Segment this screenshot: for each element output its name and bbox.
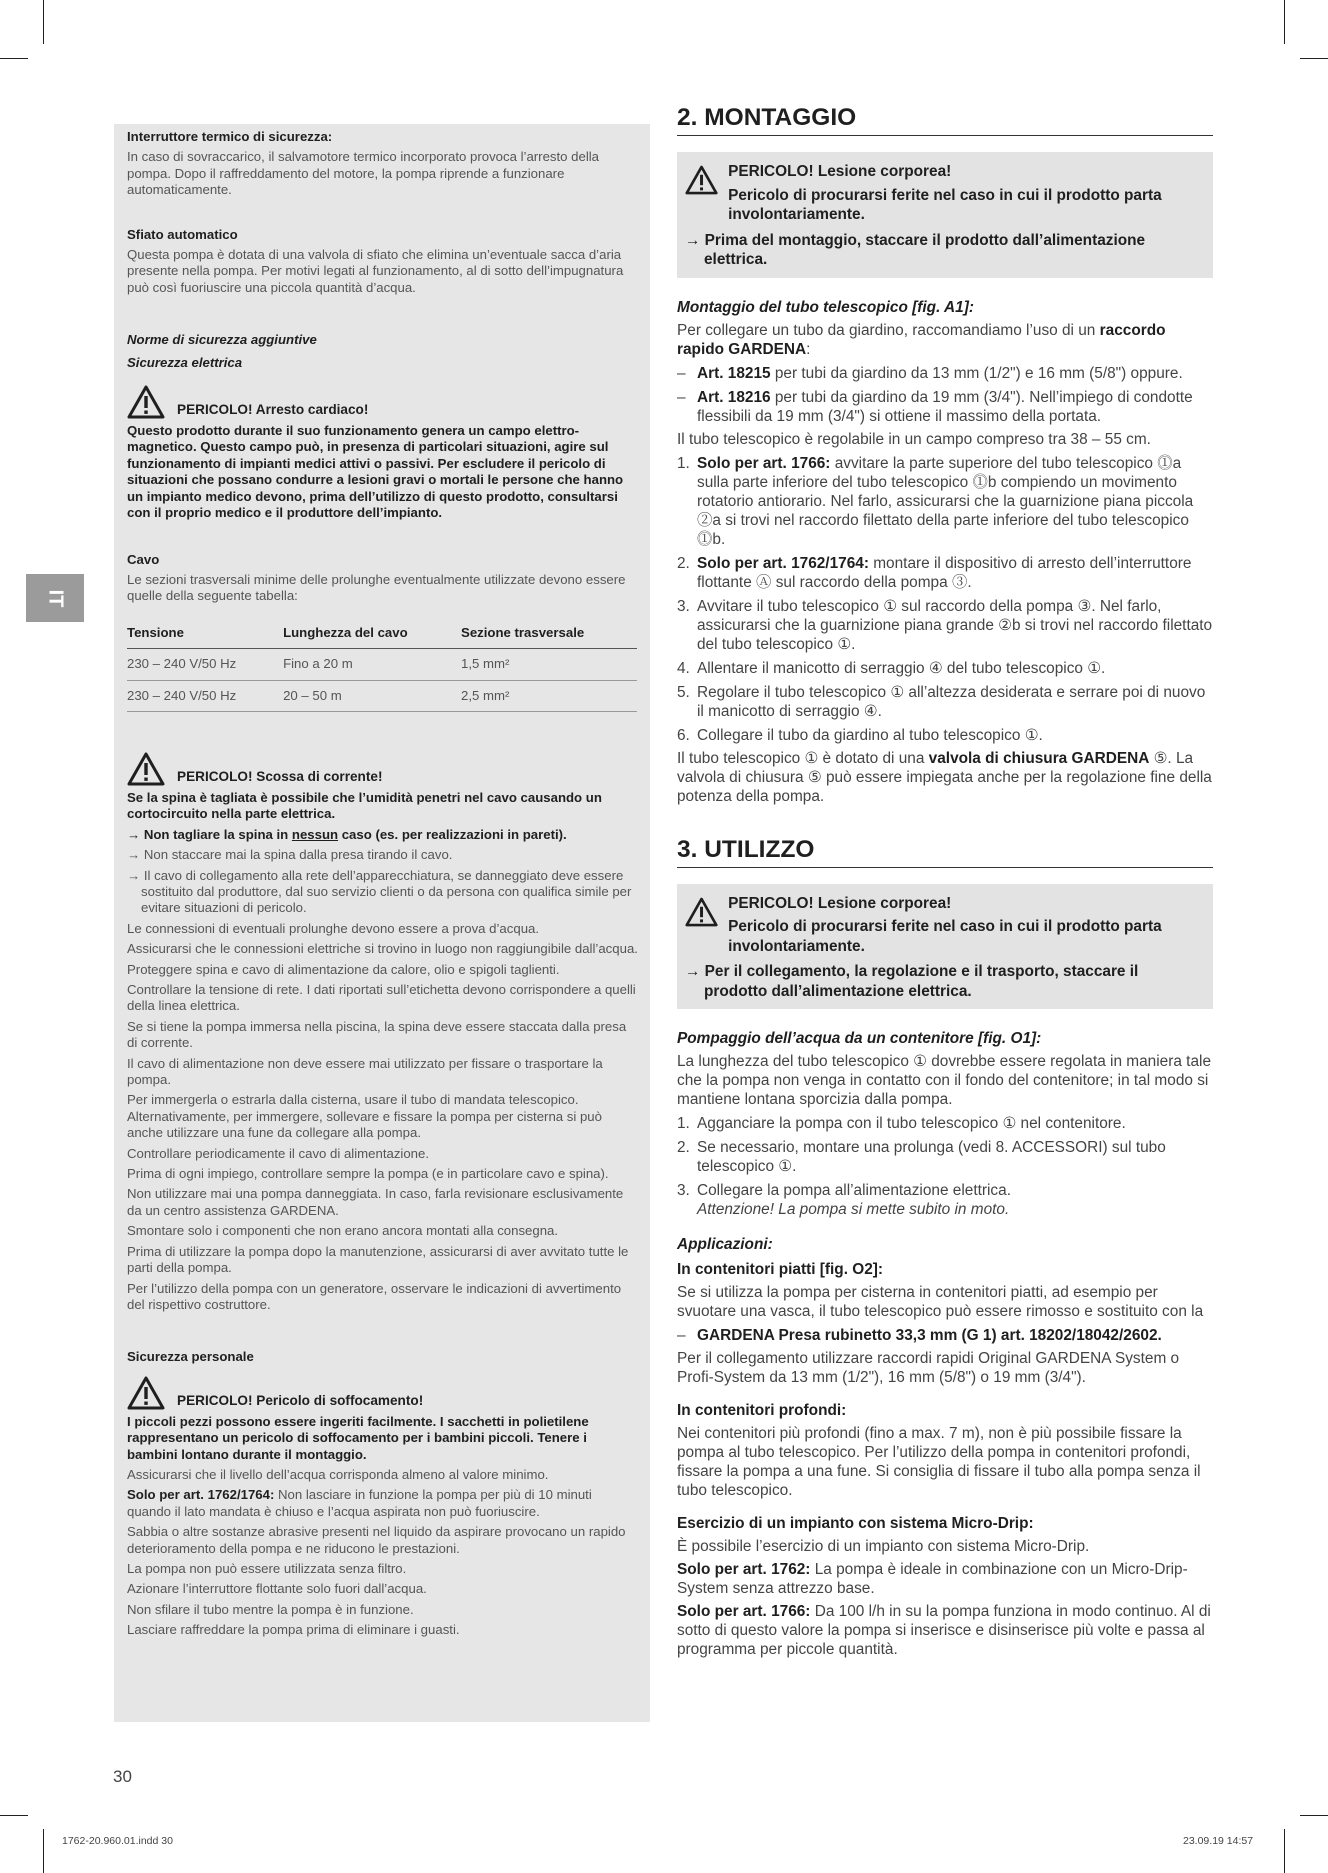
warning-text: Pericolo di procurarsi ferite nel caso in cui il prodotto parta involontariamente. — [728, 186, 1162, 223]
table-header: Lunghezza del cavo — [283, 619, 461, 649]
table-cell: Fino a 20 m — [283, 649, 461, 680]
crop-mark — [43, 1829, 44, 1873]
table-header: Sezione trasversale — [461, 619, 637, 649]
safety-para: Se si tiene la pompa immersa nella piscina, la spina deve essere staccata dalla presa di corrente. — [127, 1018, 627, 1051]
warning-text: Se la spina è tagliata è possibile che l’umidità penetri nel cavo causando un cortocircuito nella parte elettrica. — [127, 789, 602, 822]
s2-title: Sfiato automatico — [127, 226, 238, 242]
safety-para: Il cavo di alimentazione non deve essere mai utilizzato per fissare o trasportare la pompa. — [127, 1055, 603, 1088]
safety-para: Solo per art. 1762/1764: Non lasciare in funzione la pompa per più di 10 minuti quando il lato mandata è chiuso e l’acqua aspirata non può fuoriuscire. — [127, 1487, 592, 1519]
safety-para: Smontare solo i componenti che non erano ancora montati alla consegna. — [127, 1223, 559, 1239]
para: Solo per art. 1766: Da 100 l/h in su la pompa funziona in modo continuo. Al di sotto di questo valore la pompa si inserisce e disinserisce più volte e passa al programma per piccole quantità. — [677, 1603, 1211, 1658]
subsection-title: In contenitori piatti [fig. O2]: — [677, 1261, 884, 1278]
warning-title: PERICOLO! Pericolo di soffocamento! — [177, 1392, 424, 1408]
s1-text: In caso di sovraccarico, il salvamotore termico incorporato provoca l’arresto della pompa. Dopo il raffreddamento del motore, la pompa riprende a funzionare automaticamente. — [127, 149, 600, 198]
table-cell: 1,5 mm² — [461, 649, 637, 680]
table-cell: 230 – 240 V/50 Hz — [127, 680, 283, 711]
page-number: 30 — [113, 1767, 132, 1786]
safety-para: Non utilizzare mai una pompa danneggiata. In caso, farla revisionare esclusivamente da un centro assistenza GARDENA. — [127, 1186, 624, 1218]
subsection-title: Pompaggio dell’acqua da un contenitore [fig. O1]: — [677, 1030, 1042, 1047]
safety-para: Per immergerla o estrarla dalla cisterna, usare il tubo di mandata telescopico. Alternativamente, per immergere, sollevare e fissare la pompa per cisterna si può anche utilizzare una fune da collegare alla pompa. — [127, 1092, 602, 1141]
crop-mark — [43, 0, 44, 44]
cavo-title: Cavo — [127, 551, 160, 567]
crop-mark — [1300, 58, 1328, 59]
s2-text: Questa pompa è dotata di una valvola di sfiato che elimina un’eventuale sacca d’aria presente nella pompa. Per motivi legati al funzionamento, al di sotto dell’impugnatura può così fuoriuscire una piccola quantità d’acqua. — [127, 247, 624, 295]
table-row — [127, 680, 637, 711]
para: La lunghezza del tubo telescopico ① dovrebbe essere regolata in maniera tale che la pompa non venga in contatto con il fondo del contenitore; in tal modo si mantiene lontana sporcizia dalla pompa. — [677, 1053, 1211, 1108]
warning-title: PERICOLO! Arresto cardiaco! — [177, 402, 369, 418]
para: Per il collegamento utilizzare raccordi rapidi Original GARDENA System o Profi-System da 13 mm (1/2"), 16 mm (5/8") o 19 mm (3/4"). — [677, 1350, 1180, 1386]
table-cell: 230 – 240 V/50 Hz — [127, 649, 283, 680]
cavo-text: Le sezioni trasversali minime delle prolunghe eventualmente utilizzate devono essere quelle della seguente tabella: — [127, 571, 626, 604]
section-title-montaggio: 2. MONTAGGIO — [677, 108, 1213, 136]
warning-icon — [685, 162, 718, 198]
cable-table — [127, 619, 637, 712]
safety-para: Controllare periodicamente il cavo di alimentazione. — [127, 1145, 430, 1161]
list-item: – Art. 18215 per tubi da giardino da 13 mm (1/2") e 16 mm (5/8") oppure. — [677, 364, 1183, 382]
para: Se si utilizza la pompa per cisterna in contenitori piatti, ad esempio per svuotare una vasca, il tubo telescopico può essere rimosso e sostituito con la — [677, 1284, 1204, 1320]
warning-cardiac — [127, 385, 638, 419]
safety-para: La pompa non può essere utilizzata senza filtro. — [127, 1560, 407, 1576]
warning-arrow: → Prima del montaggio, staccare il prodotto dall’alimentazione elettrica. — [685, 231, 1146, 268]
warning-icon — [685, 894, 718, 930]
warning-suffocation — [127, 1376, 638, 1410]
s1-title: Interruttore termico di sicurezza: — [127, 129, 333, 144]
warning-arrow: → Per il collegamento, la regolazione e il trasporto, staccare il prodotto dall’alimentazione elettrica. — [685, 963, 1139, 1000]
list-item: 2. Solo per art. 1762/1764: montare il dispositivo di arresto dell’interruttore flottante Ⓐ sul raccordo della pompa ③. — [677, 554, 1192, 591]
list-item: – Art. 18216 per tubi da giardino da 19 mm (3/4"). Nell’impiego di condotte flessibili da 19 mm (3/4") si ottiene il massimo della portata. — [677, 388, 1193, 425]
para: È possibile l’esercizio di un impianto con sistema Micro-Drip. — [677, 1538, 1090, 1555]
crop-mark — [1300, 1815, 1328, 1816]
instructions-column — [677, 104, 1213, 1659]
safety-para: Le connessioni di eventuali prolunghe devono essere a prova d’acqua. — [127, 920, 540, 936]
footer-date: 23.09.19 14:57 — [1183, 1835, 1254, 1847]
warning-shock — [127, 752, 638, 786]
list-item: 4. Allentare il manicotto di serraggio ④ del tubo telescopico ①. — [677, 659, 1106, 677]
norme-title: Norme di sicurezza aggiuntive — [127, 332, 317, 348]
warning-box — [677, 152, 1213, 278]
table-cell: 2,5 mm² — [461, 680, 637, 711]
safety-para: Per l’utilizzo della pompa con un generatore, osservare le indicazioni di avvertimento del rispettivo costruttore. — [127, 1280, 622, 1312]
list-item: 2. Se necessario, montare una prolunga (vedi 8. ACCESSORI) sul tubo telescopico ①. — [677, 1139, 1166, 1175]
elettrica-title: Sicurezza elettrica — [127, 354, 243, 370]
warning-text: Pericolo di procurarsi ferite nel caso in cui il prodotto parta involontariamente. — [728, 918, 1162, 955]
para: Il tubo telescopico ① è dotato di una valvola di chiusura GARDENA ⑤. La valvola di chiusura ⑤ può essere impiegata anche per la regolazione fine della potenza della pompa. — [677, 749, 1212, 805]
para: Per collegare un tubo da giardino, raccomandiamo l’uso di un raccordo rapido GARDENA: — [677, 321, 1166, 358]
subsection-title: Montaggio del tubo telescopico [fig. A1]: — [677, 298, 974, 316]
safety-para: Lasciare raffreddare la pompa prima di eliminare i guasti. — [127, 1622, 460, 1638]
list-item: 3. Collegare la pompa all’alimentazione elettrica. Attenzione! La pompa si mette subito in moto. — [677, 1182, 1011, 1218]
crop-mark — [0, 1815, 28, 1816]
crop-mark — [1284, 1829, 1285, 1873]
personale-title: Sicurezza personale — [127, 1349, 254, 1365]
para: Solo per art. 1762: La pompa è ideale in combinazione con un Micro-Drip-System senza attrezzo base. — [677, 1561, 1188, 1597]
list-item: – GARDENA Presa rubinetto 33,3 mm (G 1) art. 18202/18042/2602. — [677, 1327, 1162, 1344]
warning-icon — [127, 752, 165, 786]
safety-para: Azionare l’interruttore flottante solo fuori dall’acqua. — [127, 1581, 427, 1597]
warning-title: PERICOLO! Lesione corporea! — [728, 894, 952, 912]
safety-para: Prima di utilizzare la pompa dopo la manutenzione, assicurarsi di aver avvitato tutte le parti della pompa. — [127, 1243, 629, 1276]
safety-para: Proteggere spina e cavo di alimentazione da calore, olio e spigoli taglienti. — [127, 961, 560, 977]
safety-para: Assicurarsi che il livello dell’acqua corrisponda almeno al valore minimo. — [127, 1466, 549, 1482]
footer-file: 1762-20.960.01.indd 30 — [62, 1835, 173, 1847]
safety-para: Assicurarsi che le connessioni elettriche si trovino in luogo non raggiungibile dall’acqua. — [127, 941, 638, 957]
safety-para: → Il cavo di collegamento alla rete dell’apparecchiatura, se danneggiato deve essere sostituito dal produttore, dal suo servizio clienti o da persona con qualifica simile per evitare situazioni di pericolo. — [127, 867, 632, 916]
warning-text: Questo prodotto durante il suo funzionamento genera un campo elettro-magnetico. Questo campo può, in presenza di particolari situazioni, agire sul funzionamento di impianti medici attivi o passivi. Per escludere il pericolo di situazioni che possano condurre a lesioni gravi o mortali le persone che hanno un impianto medico devono, prima dell’utilizzo di questo prodotto, consultarsi con il proprio medico e il produttore dell’impianto. — [127, 423, 624, 521]
table-header: Tensione — [127, 619, 283, 649]
subsection-title: Esercizio di un impianto con sistema Micro-Drip: — [677, 1515, 1034, 1532]
safety-para: Prima di ogni impiego, controllare sempre la pompa (e in particolare cavo e spina). — [127, 1166, 609, 1182]
warning-title: PERICOLO! Scossa di corrente! — [177, 768, 383, 784]
safety-column — [114, 124, 650, 1722]
warning-box — [677, 884, 1213, 1010]
crop-mark — [1284, 0, 1285, 44]
safety-para: Non sfilare il tubo mentre la pompa è in funzione. — [127, 1601, 414, 1617]
section-title-utilizzo: 3. UTILIZZO — [677, 840, 1213, 868]
para: Nei contenitori più profondi (fino a max. 7 m), non è più possibile fissare la pompa al tubo telescopico. Per l’utilizzo della pompa in contenitori profondi, fissare la pompa a una fune. Si consiglia di fissare il tubo alla pompa senza il tubo telescopico. — [677, 1425, 1201, 1499]
para: Il tubo telescopico è regolabile in un campo compreso tra 38 – 55 cm. — [677, 430, 1151, 448]
list-item: 5. Regolare il tubo telescopico ① all’altezza desiderata e serrare poi di nuovo il manicotto di serraggio ④. — [677, 683, 1206, 720]
list-item: 1. Solo per art. 1766: avvitare la parte superiore del tubo telescopico ⓵a sulla parte inferiore del tubo telescopico ⓵b compiendo un movimento rotatorio antiorario. Nel farlo, assicurarsi che la guarnizione piana piccola ②a si trovi nel raccordo filettato della parte inferiore del tubo telescopico ⓵b. — [677, 454, 1194, 548]
table-cell: 20 – 50 m — [283, 680, 461, 711]
warning-text: I piccoli pezzi possono essere ingeriti facilmente. I sacchetti in polietilene rappresentano un pericolo di soffocamento per i bambini piccoli. Tenere i bambini lontano durante il montaggio. — [127, 1413, 589, 1462]
language-tab: IT — [26, 574, 84, 622]
table-row — [127, 649, 637, 680]
safety-para: Sabbia o altre sostanze abrasive presenti nel liquido da aspirare provocano un rapido deterioramento della pompa e ne riducono le prestazioni. — [127, 1524, 626, 1556]
safety-para: Controllare la tensione di rete. I dati riportati sull’etichetta devono corrispondere a quelli della linea elettrica. — [127, 982, 636, 1014]
warning-title: PERICOLO! Lesione corporea! — [728, 163, 952, 180]
warning-icon — [127, 1376, 165, 1410]
list-item: 3. Avvitare il tubo telescopico ① sul raccordo della pompa ③. Nel farlo, assicurarsi che la guarnizione piana grande ②b si trovi nel raccordo filettato del tubo telescopico ①. — [677, 597, 1213, 653]
safety-para: → Non staccare mai la spina dalla presa tirando il cavo. — [127, 847, 453, 863]
list-item: 6. Collegare il tubo da giardino al tubo telescopico ①. — [677, 726, 1043, 744]
crop-mark — [0, 58, 28, 59]
warning-arrow: → Non tagliare la spina in nessun caso (es. per realizzazioni in pareti). — [127, 826, 567, 842]
list-item: 1. Agganciare la pompa con il tubo telescopico ① nel contenitore. — [677, 1115, 1126, 1132]
subsection-title: In contenitori profondi: — [677, 1402, 847, 1419]
subsection-title: Applicazioni: — [677, 1236, 773, 1253]
warning-icon — [127, 385, 165, 419]
